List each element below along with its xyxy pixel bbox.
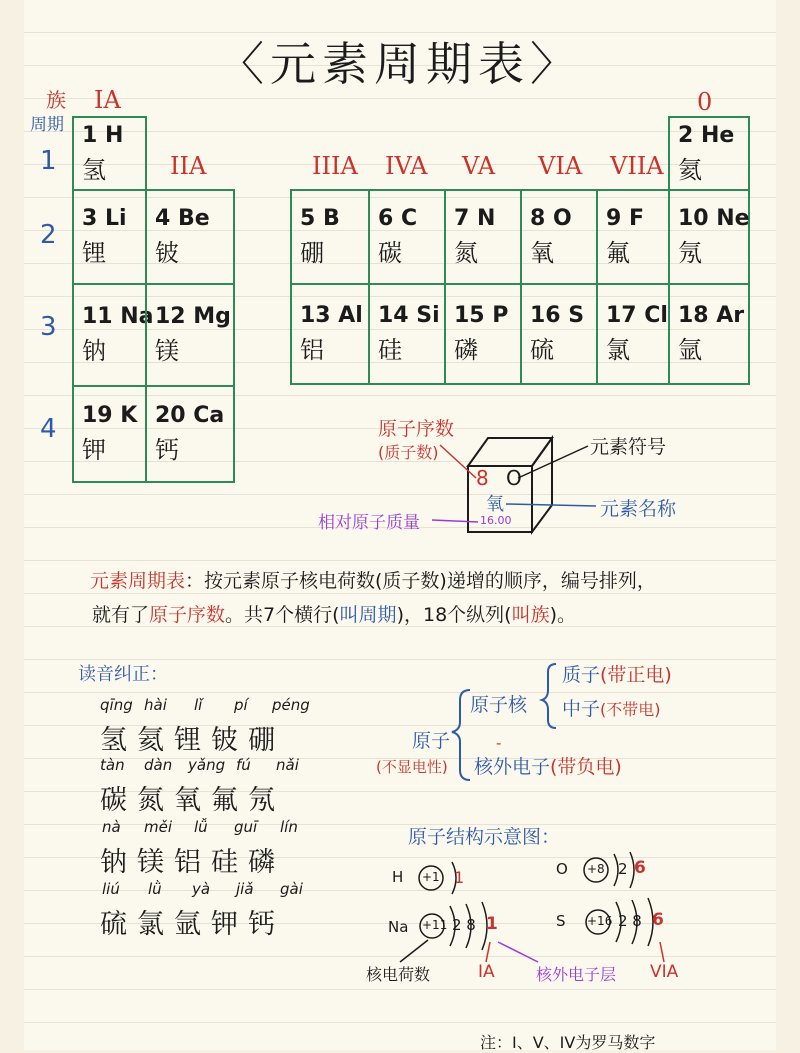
O-shell-outer: 6	[634, 858, 646, 878]
element-name: 镁	[155, 337, 179, 365]
definition-atomic-number: 原子序数	[149, 604, 226, 626]
H-symbol: H	[392, 868, 404, 886]
Na-shell-inner: 2 8	[452, 916, 476, 934]
group-IIIA: IIIA	[312, 152, 358, 180]
element-name: 钾	[82, 436, 106, 464]
S-shell-inner: 2 8	[618, 912, 642, 930]
hanzi-row: 硫氯氩钾钙	[100, 909, 285, 940]
pinyin: dàn	[144, 756, 173, 774]
legend-box-symbol: O	[506, 466, 522, 490]
element-symbol: 17 Cl	[606, 303, 668, 328]
pinyin: yǎng	[188, 756, 226, 774]
group-0: 0	[697, 88, 713, 116]
element-symbol: 12 Mg	[155, 304, 231, 329]
legend-atomic-number: 原子序数	[378, 418, 455, 440]
legend-element-name: 元素名称	[600, 498, 677, 520]
element-name: 氮	[454, 239, 478, 267]
pinyin: yà	[192, 880, 211, 898]
element-symbol: 7 N	[454, 206, 496, 231]
legend-box-mass: 16.00	[480, 514, 512, 527]
pinyin: lǐ	[194, 696, 203, 714]
page-title: 〈元素周期表〉	[218, 37, 582, 91]
element-symbol: 11 Na	[82, 304, 154, 329]
S-nucleus: +16	[587, 914, 613, 928]
S-shell-outer: 6	[652, 910, 664, 930]
legend-relative-mass: 相对原子质量	[318, 513, 420, 533]
footnote: 注：I、V、IV为罗马数字	[480, 1033, 656, 1052]
proton-text: 质子	[562, 664, 601, 686]
pinyin: gài	[280, 880, 303, 898]
group-axis-label: 族	[46, 88, 66, 112]
element-symbol: 4 Be	[155, 206, 210, 231]
element-name: 铍	[155, 239, 179, 267]
Na-shell-outer: 1	[486, 914, 498, 934]
pinyin: lín	[280, 818, 298, 836]
legend-proton-number: (质子数)	[378, 443, 439, 462]
pinyin: liú	[102, 880, 120, 898]
proton-charge: (带正电)	[600, 664, 672, 686]
element-name: 硼	[300, 239, 324, 267]
element-symbol: 1 H	[82, 122, 124, 148]
definition-text-2a: 就有了	[92, 604, 150, 626]
hanzi-row: 钠镁铝硅磷	[100, 847, 285, 878]
H-shell: 1	[454, 868, 465, 887]
pinyin: hài	[144, 696, 167, 714]
element-name: 锂	[82, 239, 106, 267]
label-VIA: VIA	[650, 962, 679, 982]
atom-label: 原子	[412, 730, 451, 752]
element-symbol: 20 Ca	[155, 403, 225, 428]
pinyin: tàn	[100, 756, 125, 774]
nucleus-label: 原子核	[470, 694, 528, 716]
period-3: 3	[40, 312, 57, 342]
group-IA: IA	[94, 86, 121, 114]
element-symbol: 5 B	[300, 206, 340, 231]
element-name: 碳	[378, 239, 402, 267]
element-name: 氧	[530, 239, 554, 267]
element-name: 硅	[378, 336, 402, 364]
element-name: 氖	[678, 239, 702, 267]
element-symbol: 8 O	[530, 206, 572, 231]
hanzi-row: 氢氦锂铍硼	[100, 725, 285, 756]
pinyin: měi	[144, 818, 173, 836]
legend-box-number: 8	[476, 466, 489, 490]
element-name: 硫	[530, 336, 554, 364]
definition-text-1: ：按元素原子核电荷数(质子数)递增的顺序，编号排列，	[185, 570, 656, 592]
pronunciation-heading: 读音纠正：	[78, 664, 168, 685]
O-nucleus: +8	[587, 862, 605, 876]
Na-nucleus: +11	[422, 918, 448, 932]
element-symbol: 10 Ne	[678, 206, 750, 231]
definition-text-2c: 。共7个横行(	[225, 604, 340, 626]
period-4: 4	[40, 414, 57, 444]
element-name: 铝	[300, 336, 324, 364]
pinyin: jiǎ	[236, 880, 254, 898]
element-symbol: 3 Li	[82, 206, 127, 231]
element-name: 氯	[606, 336, 630, 364]
element-symbol: 15 P	[454, 303, 509, 328]
element-symbol: 16 S	[530, 303, 585, 328]
period-1: 1	[40, 146, 57, 176]
electron-text: 核外电子	[474, 756, 551, 778]
IA-pointer	[486, 942, 490, 962]
group-VIIA: VIIA	[610, 152, 664, 180]
pinyin: lǚ	[194, 818, 208, 836]
definition-term: 元素周期表	[90, 570, 186, 592]
element-symbol: 6 C	[378, 206, 418, 231]
label-IA: IA	[478, 962, 495, 982]
group-VA: VA	[462, 152, 496, 180]
element-name: 氩	[678, 336, 702, 364]
atom-neutral: (不显电性)	[376, 758, 448, 776]
neutron-charge: (不带电)	[600, 700, 661, 719]
structure-heading: 原子结构示意图：	[408, 826, 561, 848]
legend-box-name: 氧	[486, 494, 504, 515]
element-symbol: 19 K	[82, 403, 138, 428]
element-name: 氟	[606, 239, 630, 267]
O-symbol: O	[556, 860, 568, 878]
label-outer-shell: 核外电子层	[536, 965, 617, 984]
group-IIA: IIA	[170, 152, 207, 180]
element-symbol: 9 F	[606, 206, 644, 231]
element-symbol: 14 Si	[378, 303, 440, 328]
neutron-text: 中子	[562, 698, 601, 720]
definition-period: 叫周期	[339, 604, 397, 626]
nuclear-charge-pointer	[400, 940, 428, 962]
hanzi-row: 碳氮氧氟氖	[100, 785, 285, 816]
S-symbol: S	[556, 912, 566, 930]
label-nuclear-charge: 核电荷数	[366, 965, 431, 984]
element-symbol: 18 Ar	[678, 303, 745, 328]
pinyin: guī	[234, 818, 258, 836]
pinyin: lǜ	[148, 880, 162, 898]
O-shell-inner: 2	[618, 860, 628, 878]
VIA-pointer	[660, 942, 664, 962]
Na-symbol: Na	[388, 918, 409, 936]
group-VIA: VIA	[538, 152, 583, 180]
element-symbol: 13 Al	[300, 303, 363, 328]
pinyin: péng	[272, 696, 310, 714]
electron-charge: (带负电)	[550, 756, 622, 778]
definition-text-2g: )。	[549, 604, 577, 626]
pinyin: nà	[102, 818, 121, 836]
period-2: 2	[40, 220, 57, 250]
element-symbol: 2 He	[678, 122, 735, 148]
pinyin: pí	[234, 696, 248, 714]
element-name: 磷	[454, 336, 478, 364]
element-name: 钙	[155, 436, 179, 464]
element-name: 氦	[678, 155, 702, 184]
element-name: 钠	[82, 337, 106, 365]
outer-shell-pointer	[498, 942, 538, 962]
pinyin: nǎi	[276, 756, 299, 774]
pinyin: fú	[236, 756, 251, 774]
pinyin: qīng	[100, 696, 133, 714]
electron-minus: -	[496, 734, 502, 752]
group-IVA: IVA	[385, 152, 428, 180]
definition-text-2e: )，18个纵列(	[396, 604, 512, 626]
H-nucleus: +1	[422, 870, 440, 884]
period-axis-label: 周期	[30, 115, 64, 135]
element-name: 氢	[82, 155, 106, 184]
legend-element-symbol: 元素符号	[590, 436, 667, 458]
definition-group: 叫族	[511, 604, 550, 626]
